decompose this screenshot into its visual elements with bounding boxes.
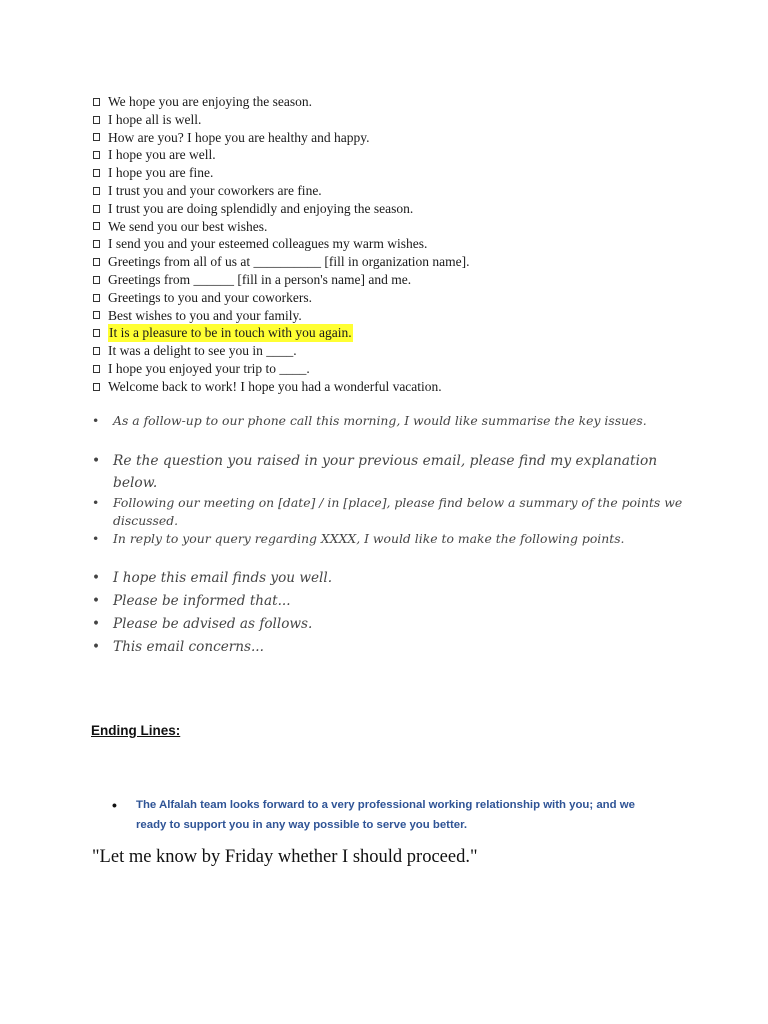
list-item-highlighted [93,324,470,342]
list-item: Greetings to you and your coworkers. [93,289,470,307]
list-item: Greetings from all of us at __________ [fill in organization name]. [93,253,470,271]
ending-lines-heading: Ending Lines: [91,723,181,738]
list-item: We hope you are enjoying the season. [93,93,470,111]
checkbox-icon [93,98,100,106]
list-item [92,494,682,530]
list-item: • I hope this email finds you well. [92,567,332,590]
item-line: The Alfalah team looks forward to a very professional working relationship with you; and we [136,799,635,811]
checkbox-icon [93,294,100,302]
checkbox-icon [93,133,100,141]
list-item: I trust you are doing splendidly and enjoying the season. [93,200,470,218]
checkbox-icon [93,365,100,373]
list-item [92,450,682,494]
highlighted-text: It is a pleasure to be in touch with you again. [109,325,352,341]
checkbox-icon [93,151,100,159]
list-item: Best wishes to you and your family. [93,307,470,325]
list-item: We send you our best wishes. [93,218,470,236]
italic-bullets-1 [92,412,647,430]
list-item: • This email concerns... [92,636,332,659]
list-item: I hope you are well. [93,146,470,164]
checkbox-icon [93,205,100,213]
checkbox-icon [93,383,100,391]
italic-bullets-2 [92,450,682,548]
list-item: I hope all is well. [93,111,470,129]
checkbox-icon [93,347,100,355]
checkbox-icon [93,116,100,124]
checkbox-icon [93,258,100,266]
list-item: Welcome back to work! I hope you had a wonderful vacation. [93,378,470,396]
item-line: ready to support you in any way possible to serve you better. [136,819,468,831]
checkbox-icon [93,311,100,319]
italic-bullets-3 [92,567,332,659]
list-item: • Please be advised as follows. [92,613,332,636]
list-item: I send you and your esteemed colleagues my warm wishes. [93,235,470,253]
checkbox-icon [93,329,100,337]
checkbox-icon [93,222,100,230]
item-line: Re the question you raised in your previous email, please find my explanation [113,453,658,469]
closing-quote: "Let me know by Friday whether I should proceed." [92,847,478,867]
list-item: I hope you enjoyed your trip to ____. [93,360,470,378]
checkbox-icon [93,276,100,284]
list-item: • Please be informed that... [92,590,332,613]
list-item: It was a delight to see you in ____. [93,342,470,360]
list-item: • As a follow-up to our phone call this morning, I would like summarise the key issues. [92,412,647,430]
list-item: Greetings from ______ [fill in a person's name] and me. [93,271,470,289]
list-item: • In reply to your query regarding XXXX, I would like to make the following points. [92,530,682,548]
item-line: Following our meeting on [date] / in [place], please find below a summary of the points we [113,495,683,510]
list-item: I trust you and your coworkers are fine. [93,182,470,200]
list-item [112,795,672,835]
list-item: How are you? I hope you are healthy and happy. [93,129,470,147]
checkbox-icon [93,240,100,248]
ending-bullets [112,795,672,835]
list-item: I hope you are fine. [93,164,470,182]
item-line: discussed. [113,513,179,528]
checkbox-icon [93,169,100,177]
item-line: below. [113,475,158,491]
checkbox-icon [93,187,100,195]
greeting-checklist [93,93,470,396]
